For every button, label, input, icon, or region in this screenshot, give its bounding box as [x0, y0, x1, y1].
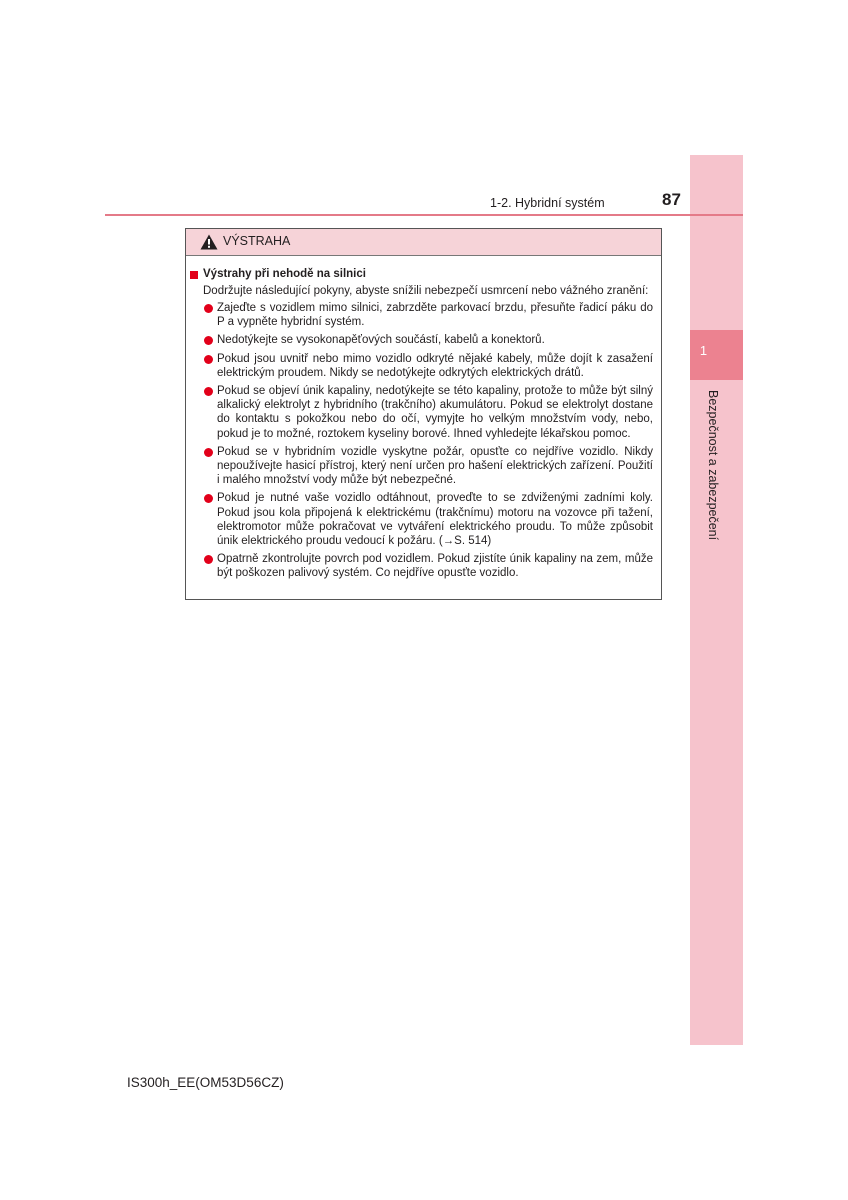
warning-triangle-icon [200, 234, 218, 250]
bullet-dot-icon [204, 494, 213, 503]
bullet-dot-icon [204, 448, 213, 457]
chapter-side-tab [690, 155, 743, 1045]
list-item: Nedotýkejte se vysokonapěťových součástí, kabelů a konektorů. [203, 333, 653, 347]
warning-subheading-text: Výstrahy při nehodě na silnici [203, 268, 366, 280]
page-number: 87 [662, 190, 681, 209]
warning-box [185, 228, 662, 600]
warning-bullet-list [190, 301, 653, 581]
bullet-dot-icon [204, 304, 213, 313]
list-item: Zajeďte s vozidlem mimo silnici, zabrzděte parkovací brzdu, přesuňte řadicí páku do P a vypněte hybridní systém. [203, 301, 653, 329]
list-item: Opatrně zkontrolujte povrch pod vozidlem. Pokud zjistíte únik kapaliny na zem, může být poškozen palivový systém. Co nejdříve opusťte vozidlo. [203, 552, 653, 580]
bullet-dot-icon [204, 355, 213, 364]
red-square-icon [190, 271, 198, 279]
warning-title: VÝSTRAHA [223, 234, 291, 248]
list-item: Pokud jsou uvnitř nebo mimo vozidlo odkryté nějaké kabely, může dojít k zasažení elektrickým proudem. Nikdy se nedotýkejte odkrytých elektrických drátů. [203, 352, 653, 380]
header-rule [105, 214, 743, 216]
chapter-number: 1 [699, 343, 708, 358]
list-item: Pokud je nutné vaše vozidlo odtáhnout, proveďte to se zdviženými zadními koly. Pokud jsou kola připojená k elektrickému (trakčnímu) motoru na vozovce při tažení, elektromotor může pokračovat ve vytváření elektrického proudu. To může způsobit únik elektrického proudu vedoucí k požáru. (→S. 514) [203, 491, 653, 548]
warning-intro: Dodržujte následující pokyny, abyste snížili nebezpečí usmrcení nebo vážného zranění: [203, 285, 649, 297]
bullet-dot-icon [204, 336, 213, 345]
document-code: IS300h_EE(OM53D56CZ) [127, 1075, 284, 1090]
bullet-dot-icon [204, 555, 213, 564]
chapter-label: Bezpečnost a zabezpečení [706, 390, 720, 541]
list-item: Pokud se v hybridním vozidle vyskytne požár, opusťte co nejdříve vozidlo. Nikdy nepoužívejte hasicí přístroj, který není určen pro hašení elektrických zařízení. Použití i malého množství vody může být nebezpečné. [203, 445, 653, 488]
section-title: 1-2. Hybridní systém [490, 196, 605, 210]
bullet-dot-icon [204, 387, 213, 396]
warning-body [186, 256, 661, 581]
warning-subheading [190, 266, 653, 283]
warning-header [186, 229, 661, 256]
list-item: Pokud se objeví únik kapaliny, nedotýkejte se této kapaliny, protože to může být silný alkalický elektrolyt z hybridního (trakčního) akumulátoru. Pokud se elektrolyt dostane do kontaktu s pokožkou nebo do očí, vymyjte ho velkým množstvím vody, nebo, pokud je to možné, roztokem kyseliny borové. Ihned vyhledejte lékařskou pomoc. [203, 384, 653, 441]
